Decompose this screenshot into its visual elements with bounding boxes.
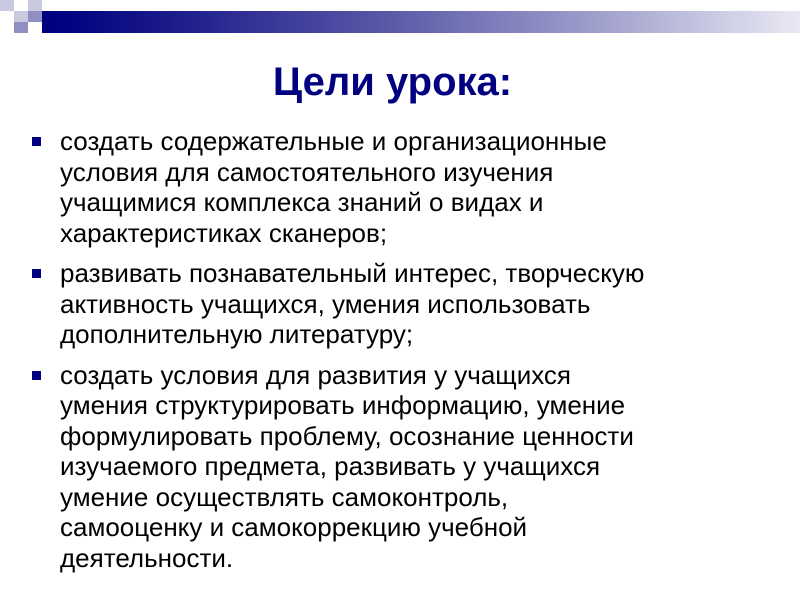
decor-square <box>28 0 42 11</box>
bullet-line: создать условия для развития у учащихся <box>60 359 572 390</box>
square-bullet-icon <box>32 371 41 380</box>
decor-square <box>0 11 14 22</box>
decor-square <box>14 0 28 11</box>
bullet-line: активность учащихся, умения использовать <box>60 288 591 319</box>
bullet-line: формулировать проблему, осознание ценности <box>60 420 634 451</box>
bullet-line: умение осуществлять самоконтроль, <box>60 481 509 512</box>
square-bullet-icon <box>32 137 41 146</box>
bullet-item <box>30 126 780 248</box>
bullet-line: деятельности. <box>60 542 234 573</box>
bullet-list <box>30 126 780 583</box>
decor-square <box>14 22 28 33</box>
decor-square <box>14 11 28 22</box>
bullet-line: умения структурировать информацию, умение <box>60 390 626 420</box>
decor-square <box>42 11 56 33</box>
bullet-line: характеристиках сканеров; <box>60 217 388 248</box>
bullet-item <box>30 258 780 350</box>
bullet-line: создать содержательные и организационные <box>60 126 607 156</box>
decor-square <box>28 22 42 33</box>
header-decoration <box>0 0 800 33</box>
decor-square <box>0 0 14 11</box>
bullet-line: дополнительную литературу; <box>60 319 414 349</box>
square-bullet-icon <box>32 269 41 278</box>
slide-title: Цели урока: <box>272 60 513 104</box>
bullet-line: самооценку и самокоррекцию учебной <box>60 512 528 542</box>
bullet-line: развивать познавательный интерес, творческую <box>60 258 645 288</box>
bullet-line: учащимися комплекса знаний о видах и <box>60 187 544 217</box>
decor-square <box>28 11 42 22</box>
header-gradient-bar <box>56 11 800 33</box>
bullet-line: условия для самостоятельного изучения <box>60 156 554 187</box>
bullet-item <box>30 360 780 574</box>
decor-square <box>0 22 14 33</box>
bullet-line: изучаемого предмета, развивать у учащихся <box>60 451 601 481</box>
